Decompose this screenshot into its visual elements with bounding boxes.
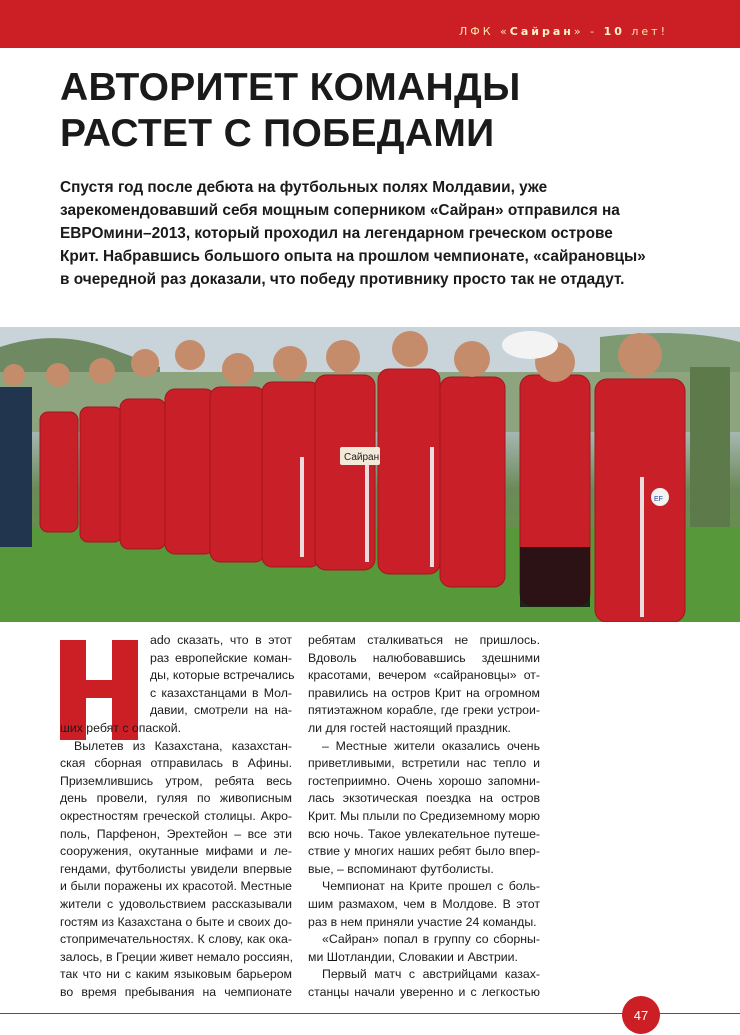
title-line: АВТОРИТЕТ КОМАНДЫ [60, 66, 521, 109]
column-line: шим размахом, чем в Молдове. В этот [308, 896, 540, 911]
column-line: гостеприимно. Очень хорошо запомни- [308, 773, 540, 788]
column-line: вые, – вспоминают футболисты. [308, 861, 494, 876]
column-line: гендами, футболисты увидели впервые [60, 861, 292, 876]
caption-brand: Сайран [509, 25, 574, 38]
column-line: Крит. Мы плыли по Средиземному морю [308, 808, 540, 823]
lead-line: зарекомендовавший себя мощным соперником «Сайран» отправился на [60, 202, 620, 219]
column-line: всю ночь. Такое увлекательное путеше- [308, 826, 540, 841]
column-line: поль, Парфенон, Эрехтейон – все эти [60, 826, 292, 841]
column-line: Чемпионат на Крите прошел с боль- [322, 879, 540, 894]
header-band [0, 0, 740, 48]
article-column-1 [60, 632, 295, 1001]
column-line: раз европейские коман- [150, 650, 292, 665]
kit-sponsor-text: Сайран [344, 452, 380, 463]
team-photo [0, 327, 740, 622]
column-line: ствие у многих наших ребят было впер- [308, 844, 540, 859]
column-line: день провели, гуляя по живописным [60, 791, 292, 806]
article-column-2 [308, 632, 540, 1001]
column-line: ды, которые встречались [150, 668, 295, 683]
column-line: давии, смотрели на на- [150, 703, 292, 718]
column-line: приветливыми, встретили нас тепло и [308, 756, 540, 771]
page-number: 47 [622, 996, 660, 1034]
column-line: с казахстанцами в Мол- [150, 685, 292, 700]
section-caption [459, 25, 668, 38]
column-line: залось, в Греции живет немало россиян, [60, 949, 293, 964]
caption-middle: » - [573, 25, 604, 38]
column-line: Первый матч с австрийцами казах- [322, 967, 540, 982]
column-line: раз в нем приняли участие 24 команды. [308, 914, 537, 929]
lead-paragraph [60, 176, 680, 291]
caption-suffix: лет! [624, 25, 668, 38]
lead-line: Крит. Набравшись большого опыта на прошлом чемпионате, «сайрановцы» [60, 248, 646, 265]
column-line: окрестностям греческой столицы. Акро- [60, 808, 292, 823]
column-line: гостям из Казахстана о быте и своих до- [60, 914, 292, 929]
column-line: ская сборная отправилась в Афины. [60, 756, 292, 771]
column-line: Вдоволь налюбовавшись здешними [308, 650, 540, 665]
column-line: ado сказать, что в этот [150, 633, 292, 647]
lead-line: в очередной раз доказали, что победу противнику просто так не отдадут. [60, 271, 625, 288]
column-line: красотами, вечером «сайрановцы» от- [308, 668, 540, 683]
column-line: стопримечательностях. К слову, как ока- [60, 932, 292, 947]
column-line: станцы начали уверенно и с легкостью [308, 984, 540, 999]
caption-prefix: ЛФК « [458, 25, 510, 38]
kit-badge-text: EF [654, 496, 663, 503]
column-line: ших ребят с опаской. [60, 720, 182, 735]
lead-line: Спустя год после дебюта на футбольных полях Молдавии, уже [60, 179, 548, 196]
column-line: правились на остров Крит на огромном [308, 685, 540, 700]
column-line: ми Шотландии, Словакии и Австрии. [308, 949, 518, 964]
column-line: сооружения, окутанные мифами и ле- [60, 844, 292, 859]
column-line: так что ни с каким языковым барьером [60, 967, 292, 982]
column-line: ли для гостей настоящий праздник. [308, 720, 511, 735]
column-line: жители с удовольствием рассказывали [60, 896, 292, 911]
team-photo-illustration [0, 327, 740, 622]
page-title [60, 65, 680, 157]
column-line: во время пребывания на чемпионате [60, 984, 292, 999]
lead-line: ЕВРОмини–2013, который проходил на легендарном греческом острове [60, 225, 613, 242]
caption-number: 10 [603, 25, 625, 38]
column-line: «Сайран» попал в группу со сборны- [322, 932, 540, 947]
title-line: РАСТЕТ С ПОБЕДАМИ [60, 112, 495, 155]
column-line: Вылетев из Казахстана, казахстан- [74, 738, 292, 753]
column-line: – Местные жители оказались очень [322, 738, 540, 753]
column-line: Приземлившись утром, ребята весь [60, 773, 292, 788]
column-line: лась экзотическая поездка на остров [308, 791, 540, 806]
column-line: ребятам сталкиваться не пришлось. [308, 633, 540, 647]
column-line: пятиэтажном корабле, где греки устрои- [308, 703, 540, 718]
column-line: и были поражены их красотой. Местные [60, 879, 292, 894]
